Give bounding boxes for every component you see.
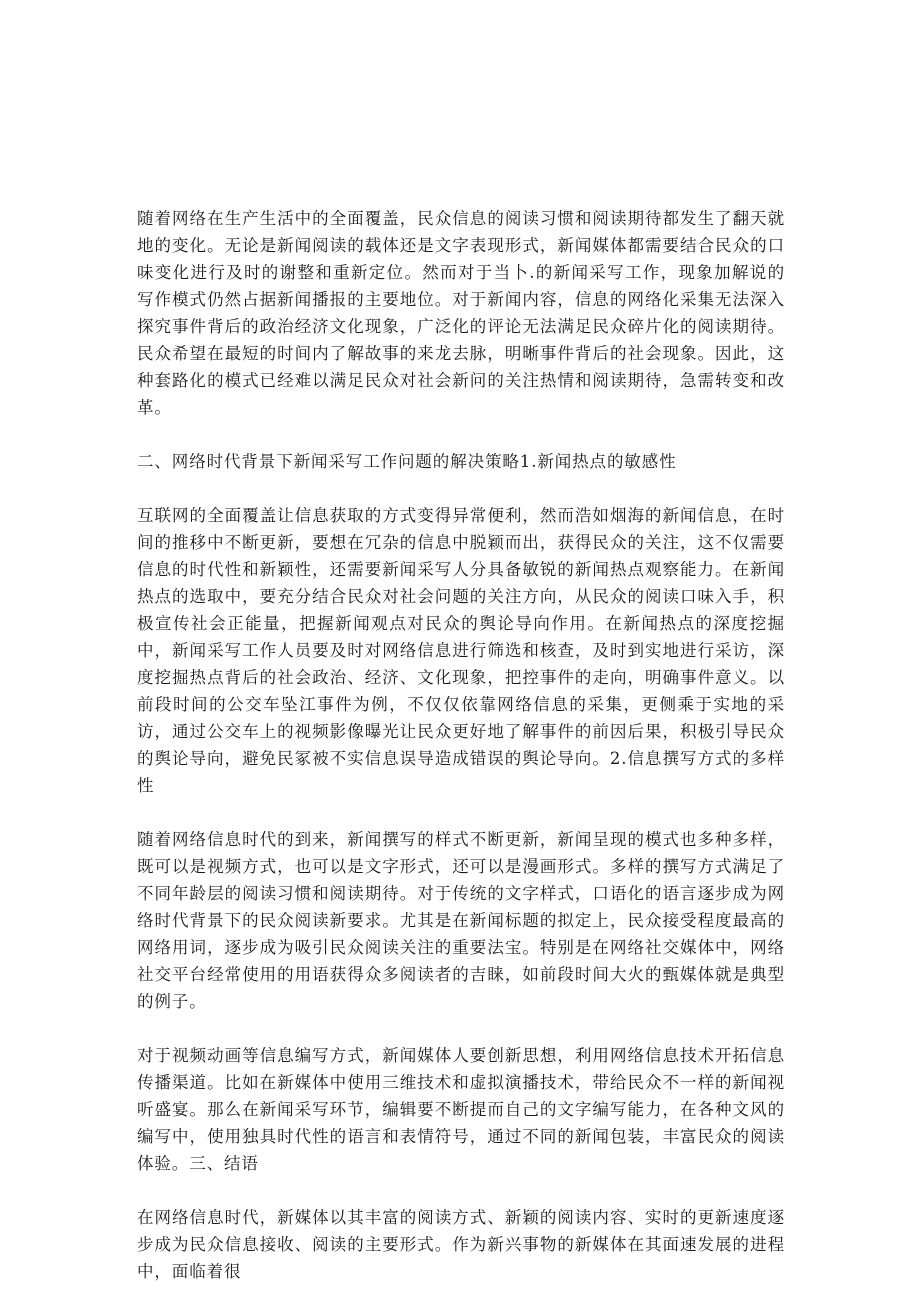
document-body [137,205,785,1312]
paragraph-conclusion: 在网络信息时代，新媒体以其丰富的阅读方式、新颖的阅读内容、实时的更新速度逐步成为民众信息接收、阅读的主要形式。作为新兴事物的新媒体在其面速发展的进程中，面临着很 [137,1208,785,1281]
paragraph-news-hotspot: 互联网的全面覆盖让信息获取的方式变得异常便利，然而浩如烟海的新闻信息，在时间的推移中不断更新，要想在冗杂的信息中脱颖而出，获得民众的关注，这不仅需要信息的时代性和新颖性，还需要新闻采写人分具备敏锐的新闻热点观察能力。在新闻热点的选取中，要充分结合民众对社会问题的关注方向，从民众的阅读口味入手，积极宣传社会正能量，把握新闻观点对民众的舆论导向作用。在新闻热点的深度挖掘中，新闻采写工作人员要及时对网络信息进行筛选和核查，及时到实地进行采访，深度挖掘热点背后的社会政治、经济、文化现象，把控事件的走向，明确事件意义。以前段时间的公交车坠江事件为例，不仅仅依靠网络信息的采集，更侧乘于实地的采访，通过公交车上的视频影像曝光让民众更好地了解事件的前因后果，积极引导民众的舆论导向，避免民冢被不实信息误导造成错误的舆论导向。2.信息撰写方式的多样性 [137,506,785,795]
section-heading-2: 二、网络时代背景下新闻采写工作问题的解决策略1.新闻热点的敏感性 [137,452,677,471]
paragraph-intro: 随着网络在生产生活中的全面覆盖，民众信息的阅读习惯和阅读期待都发生了翻天就地的变化。无论是新闻阅读的载体还是文字表现形式，新闻媒体都需要结合民众的口味变化进行及时的谢整和重新定位。然而对于当卜.的新闻采写工作，现象加解说的写作模式仍然占据新闻播报的主要地位。对于新闻内容，信息的网络化采集无法深入探究事件背后的政治经济文化现象，广泛化的评论无法满足民众碎片化的阅读期待。民众希望在最短的时间内了解故事的来龙去脉，明晰事件背后的社会现象。因此，这种套路化的模式已经难以满足民众对社会新问的关注热情和阅读期待，急需转变和改革。 [137,209,785,417]
paragraph-video-animation: 对于视频动画等信息编写方式，新闻媒体人要创新思想，利用网络信息技术开拓信息传播渠道。比如在新媒体中使用三维技术和虚拟演播技术，带给民众不一样的新闻视听盛宴。那么在新闻采写环节，编辑要不断提而自己的文字编写能力，在各种文风的编写中，使用独具时代性的语言和表情符号，通过不同的新闻包装，丰富民众的阅读体验。三、结语 [137,1046,785,1173]
paragraph-writing-styles: 随着网络信息时代的到来，新闻撰写的样式不断更新，新闻呈现的模式也多种多样，既可以是视频方式，也可以是文字形式，还可以是漫画形式。多样的撰写方式满足了不同年龄层的阅读习惯和阅读期待。对于传统的文字样式，口语化的语言逐步成为网络时代背景下的民众阅读新要求。尤其是在新闻标题的拟定上，民众接受程度最高的网络用词，逐步成为吸引民众阅读关注的重要法宝。特别是在网络社交媒体中，网络社交平台经常使用的用语获得众多阅读者的吉睐，如前段时间大火的甄媒体就是典型的例子。 [137,830,785,1011]
